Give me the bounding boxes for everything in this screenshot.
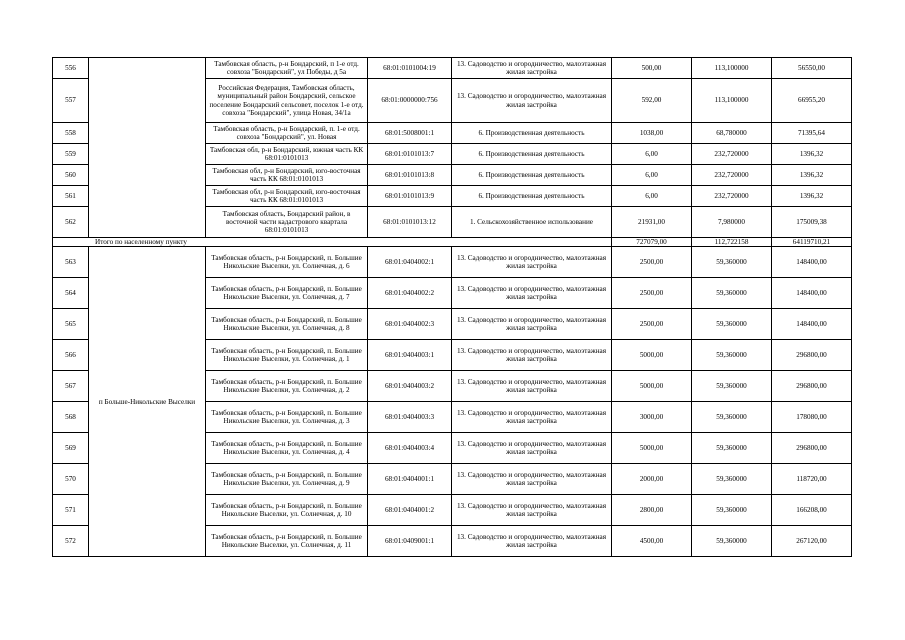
area-cell: 3000,00 (612, 402, 692, 433)
specific-value-cell: 68,780000 (692, 123, 772, 144)
area-cell: 500,00 (612, 58, 692, 79)
address-cell: Тамбовская область, р-н Бондарский, п. Большие Никольские Выселки, ул. Солнечная, д. 4 (206, 433, 368, 464)
cadastral-value-cell: 56550,00 (772, 58, 852, 79)
cadastral-value-cell: 178080,00 (772, 402, 852, 433)
area-cell: 2000,00 (612, 464, 692, 495)
cadastral-value-cell: 148400,00 (772, 247, 852, 278)
specific-value-cell: 59,360000 (692, 433, 772, 464)
cadastral-value-cell: 175009,38 (772, 207, 852, 238)
address-cell: Тамбовская область, р-н Бондарский, п. 1-е отд. совхоза "Бондарский", ул. Новая (206, 123, 368, 144)
land-use-cell: 13. Садоводство и огородничество, малоэтажная жилая застройка (452, 402, 612, 433)
land-use-cell: 13. Садоводство и огородничество, малоэтажная жилая застройка (452, 340, 612, 371)
specific-value-cell: 113,100000 (692, 79, 772, 123)
cadastral-value-cell: 148400,00 (772, 309, 852, 340)
total-row (53, 238, 852, 247)
area-cell: 6,00 (612, 165, 692, 186)
area-cell: 2500,00 (612, 247, 692, 278)
cadastral-number-cell: 68:01:0404001:2 (368, 495, 452, 526)
table-body (53, 58, 852, 557)
cadastral-number-cell: 68:01:0409001:1 (368, 526, 452, 557)
cadastral-number-cell: 68:01:0404001:1 (368, 464, 452, 495)
land-use-cell: 13. Садоводство и огородничество, малоэтажная жилая застройка (452, 309, 612, 340)
cadastral-value-cell: 267120,00 (772, 526, 852, 557)
row-number-cell: 571 (53, 495, 89, 526)
address-cell: Тамбовская область, р-н Бондарский, п. Большие Никольские Выселки, ул. Солнечная, д. 11 (206, 526, 368, 557)
land-use-cell: 13. Садоводство и огородничество, малоэтажная жилая застройка (452, 79, 612, 123)
specific-value-cell: 59,360000 (692, 495, 772, 526)
row-number-cell: 560 (53, 165, 89, 186)
row-number-cell: 563 (53, 247, 89, 278)
settlement-cell (89, 58, 206, 238)
specific-value-cell: 59,360000 (692, 464, 772, 495)
cadastral-value-cell: 1396,32 (772, 165, 852, 186)
specific-value-cell: 59,360000 (692, 309, 772, 340)
cadastral-value-cell: 118720,00 (772, 464, 852, 495)
row-number-cell: 557 (53, 79, 89, 123)
land-use-cell: 6. Производственная деятельность (452, 123, 612, 144)
land-use-cell: 13. Садоводство и огородничество, малоэтажная жилая застройка (452, 526, 612, 557)
settlement-name-cell: п Больше-Никольские Выселки (89, 247, 206, 557)
address-cell: Тамбовская обл, р-н Бондарский, южная часть КК 68:01:0101013 (206, 144, 368, 165)
specific-value-cell: 59,360000 (692, 402, 772, 433)
row-number-cell: 567 (53, 371, 89, 402)
cadastral-number-cell: 68:01:0404003:4 (368, 433, 452, 464)
cadastral-number-cell: 68:01:0101013:12 (368, 207, 452, 238)
address-cell: Тамбовская обл, р-н Бондарский, юго-восточная часть КК 68:01:0101013 (206, 186, 368, 207)
cadastral-value-cell: 1396,32 (772, 186, 852, 207)
row-number-cell: 572 (53, 526, 89, 557)
address-cell: Тамбовская область, р-н Бондарский, п. Большие Никольские Выселки, ул. Солнечная, д. 8 (206, 309, 368, 340)
area-cell: 5000,00 (612, 340, 692, 371)
area-cell: 1038,00 (612, 123, 692, 144)
area-cell: 6,00 (612, 186, 692, 207)
address-cell: Тамбовская область, р-н Бондарский, п. Большие Никольские Выселки, ул. Солнечная, д. 2 (206, 371, 368, 402)
specific-value-cell: 113,100000 (692, 58, 772, 79)
cadastral-value-cell: 296800,00 (772, 371, 852, 402)
cadastral-number-cell: 68:01:0404002:3 (368, 309, 452, 340)
cadastral-value-cell: 66955,20 (772, 79, 852, 123)
specific-value-cell: 59,360000 (692, 340, 772, 371)
table-row (53, 58, 852, 79)
cadastral-number-cell: 68:01:0404003:2 (368, 371, 452, 402)
address-cell: Российская Федерация, Тамбовская область, муниципальный район Бондарский, сельское поселение Бондарский сельсовет, поселок 1-е отд. совхоза "Бондарский", улица Новая, 34/1а (206, 79, 368, 123)
address-cell: Тамбовская область, р-н Бондарский, п. Большие Никольские Выселки, ул. Солнечная, д. 9 (206, 464, 368, 495)
specific-value-cell: 7,980000 (692, 207, 772, 238)
specific-value-cell: 59,360000 (692, 526, 772, 557)
address-cell: Тамбовская область, Бондарский район, в восточной части кадастрового квартала 68:01:0101013 (206, 207, 368, 238)
area-cell: 2500,00 (612, 309, 692, 340)
specific-value-cell: 59,360000 (692, 247, 772, 278)
address-cell: Тамбовская область, р-н Бондарский, п. Большие Никольские Выселки, ул. Солнечная, д. 1 (206, 340, 368, 371)
cadastral-value-cell: 1396,32 (772, 144, 852, 165)
cadastral-number-cell: 68:01:0404003:3 (368, 402, 452, 433)
table-row (53, 247, 852, 278)
address-cell: Тамбовская область, р-н Бондарский, п 1-е отд. совхоза "Бондарский", ул Победы, д 5а (206, 58, 368, 79)
specific-value-cell: 59,360000 (692, 278, 772, 309)
specific-value-cell: 232,720000 (692, 186, 772, 207)
land-use-cell: 13. Садоводство и огородничество, малоэтажная жилая застройка (452, 247, 612, 278)
cadastral-number-cell: 68:01:0404002:2 (368, 278, 452, 309)
cadastral-value-cell: 71395,64 (772, 123, 852, 144)
cadastral-number-cell: 68:01:5008001:1 (368, 123, 452, 144)
row-number-cell: 556 (53, 58, 89, 79)
cadastral-number-cell: 68:01:0101013:8 (368, 165, 452, 186)
cadastral-value-cell: 296800,00 (772, 340, 852, 371)
address-cell: Тамбовская область, р-н Бондарский, п. Большие Никольские Выселки, ул. Солнечная, д. 3 (206, 402, 368, 433)
total-label-cell: Итого по населенному пункту (53, 238, 612, 247)
row-number-cell: 569 (53, 433, 89, 464)
area-cell: 5000,00 (612, 371, 692, 402)
area-cell: 2800,00 (612, 495, 692, 526)
row-number-cell: 570 (53, 464, 89, 495)
row-number-cell: 561 (53, 186, 89, 207)
row-number-cell: 564 (53, 278, 89, 309)
land-use-cell: 13. Садоводство и огородничество, малоэтажная жилая застройка (452, 371, 612, 402)
total-area-cell: 727079,00 (612, 238, 692, 247)
area-cell: 592,00 (612, 79, 692, 123)
area-cell: 6,00 (612, 144, 692, 165)
address-cell: Тамбовская область, р-н Бондарский, п. Большие Никольские Выселки, ул. Солнечная, д. 7 (206, 278, 368, 309)
area-cell: 2500,00 (612, 278, 692, 309)
address-cell: Тамбовская обл, р-н Бондарский, юго-восточная часть КК 68:01:0101013 (206, 165, 368, 186)
total-specific-value-cell: 112,722158 (692, 238, 772, 247)
land-use-cell: 13. Садоводство и огородничество, малоэтажная жилая застройка (452, 495, 612, 526)
land-use-cell: 6. Производственная деятельность (452, 186, 612, 207)
cadastral-number-cell: 68:01:0101004:19 (368, 58, 452, 79)
land-use-cell: 13. Садоводство и огородничество, малоэтажная жилая застройка (452, 58, 612, 79)
cadastral-number-cell: 68:01:0404002:1 (368, 247, 452, 278)
specific-value-cell: 232,720000 (692, 165, 772, 186)
cadastral-value-table (52, 57, 852, 557)
row-number-cell: 559 (53, 144, 89, 165)
land-use-cell: 6. Производственная деятельность (452, 144, 612, 165)
land-use-cell: 6. Производственная деятельность (452, 165, 612, 186)
area-cell: 21931,00 (612, 207, 692, 238)
cadastral-number-cell: 68:01:0101013:9 (368, 186, 452, 207)
row-number-cell: 568 (53, 402, 89, 433)
cadastral-value-cell: 148400,00 (772, 278, 852, 309)
area-cell: 4500,00 (612, 526, 692, 557)
specific-value-cell: 232,720000 (692, 144, 772, 165)
address-cell: Тамбовская область, р-н Бондарский, п. Большие Никольские Выселки, ул. Солнечная, д. 6 (206, 247, 368, 278)
row-number-cell: 558 (53, 123, 89, 144)
cadastral-value-cell: 166208,00 (772, 495, 852, 526)
area-cell: 5000,00 (612, 433, 692, 464)
cadastral-number-cell: 68:01:0101013:7 (368, 144, 452, 165)
total-value-cell: 64119710,21 (772, 238, 852, 247)
land-use-cell: 13. Садоводство и огородничество, малоэтажная жилая застройка (452, 464, 612, 495)
land-use-cell: 13. Садоводство и огородничество, малоэтажная жилая застройка (452, 433, 612, 464)
land-use-cell: 13. Садоводство и огородничество, малоэтажная жилая застройка (452, 278, 612, 309)
cadastral-number-cell: 68:01:0404003:1 (368, 340, 452, 371)
row-number-cell: 562 (53, 207, 89, 238)
row-number-cell: 565 (53, 309, 89, 340)
cadastral-value-cell: 296800,00 (772, 433, 852, 464)
cadastral-number-cell: 68:01:0000000:756 (368, 79, 452, 123)
specific-value-cell: 59,360000 (692, 371, 772, 402)
row-number-cell: 566 (53, 340, 89, 371)
land-use-cell: 1. Сельскохозяйственное использование (452, 207, 612, 238)
address-cell: Тамбовская область, р-н Бондарский, п. Большие Никольские Выселки, ул. Солнечная, д. 10 (206, 495, 368, 526)
